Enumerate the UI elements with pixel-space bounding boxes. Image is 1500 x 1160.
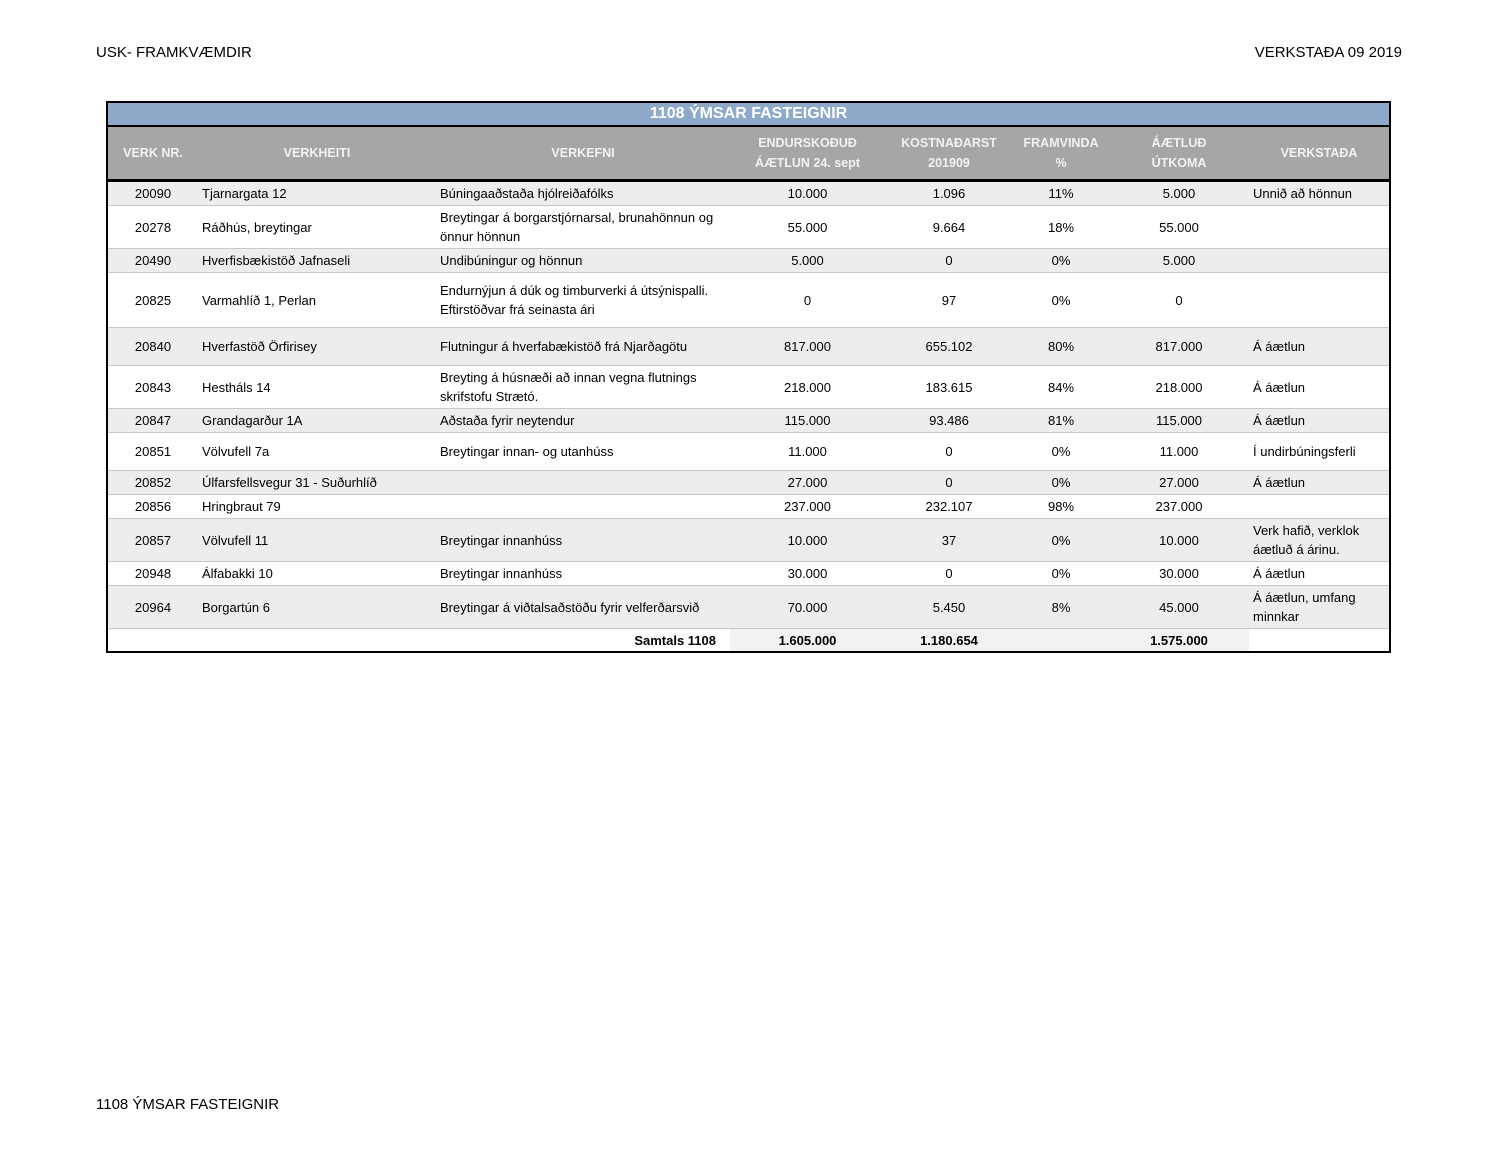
cell-verkefni: Breyting á húsnæði að innan vegna flutnings skrifstofu Strætó. — [436, 366, 730, 409]
cell-framvinda: 0% — [1013, 562, 1109, 586]
footer-title: 1108 ÝMSAR FASTEIGNIR — [96, 1096, 280, 1113]
cell-verkstada — [1249, 273, 1389, 328]
cell-verk-nr: 20852 — [108, 471, 198, 495]
table-row — [108, 495, 1389, 519]
cell-framvinda: 0% — [1013, 273, 1109, 328]
table-row — [108, 181, 1389, 206]
col-framvinda: FRAMVINDA % — [1013, 126, 1109, 181]
cell-kostnadarst: 183.615 — [885, 366, 1013, 409]
table-body — [108, 181, 1389, 629]
total-label: Samtals 1108 — [108, 629, 730, 652]
cell-endurskodud: 11.000 — [730, 433, 885, 471]
cell-verk-nr: 20490 — [108, 249, 198, 273]
cell-endurskodud: 115.000 — [730, 409, 885, 433]
cell-kostnadarst: 0 — [885, 433, 1013, 471]
cell-verkheiti: Hverfisbækistöð Jafnaseli — [198, 249, 436, 273]
cell-verkstada: Á áætlun — [1249, 366, 1389, 409]
cell-verkheiti: Völvufell 7a — [198, 433, 436, 471]
cell-verkheiti: Ráðhús, breytingar — [198, 206, 436, 249]
cell-kostnadarst: 232.107 — [885, 495, 1013, 519]
cell-verk-nr: 20278 — [108, 206, 198, 249]
cell-kostnadarst: 9.664 — [885, 206, 1013, 249]
cell-endurskodud: 237.000 — [730, 495, 885, 519]
cell-verkstada — [1249, 249, 1389, 273]
cell-framvinda: 0% — [1013, 519, 1109, 562]
col-verkstada: VERKSTAÐA — [1249, 126, 1389, 181]
table-row — [108, 249, 1389, 273]
col-verkheiti: VERKHEITI — [198, 126, 436, 181]
cell-verk-nr: 20847 — [108, 409, 198, 433]
cell-endurskodud: 0 — [730, 273, 885, 328]
header-left: USK- FRAMKVÆMDIR — [96, 44, 252, 61]
col-verk-nr: VERK NR. — [108, 126, 198, 181]
cell-kostnadarst: 37 — [885, 519, 1013, 562]
cell-utkoma: 237.000 — [1109, 495, 1249, 519]
table-row — [108, 366, 1389, 409]
cell-verkefni: Aðstaða fyrir neytendur — [436, 409, 730, 433]
cell-endurskodud: 27.000 — [730, 471, 885, 495]
table-row — [108, 471, 1389, 495]
cell-verkheiti: Tjarnargata 12 — [198, 181, 436, 206]
cell-utkoma: 10.000 — [1109, 519, 1249, 562]
total-utkoma: 1.575.000 — [1109, 629, 1249, 652]
total-kostnadarst: 1.180.654 — [885, 629, 1013, 652]
cell-endurskodud: 70.000 — [730, 586, 885, 629]
cell-verkstada: Unnið að hönnun — [1249, 181, 1389, 206]
table-row — [108, 206, 1389, 249]
cell-endurskodud: 55.000 — [730, 206, 885, 249]
cell-kostnadarst: 97 — [885, 273, 1013, 328]
cell-endurskodud: 817.000 — [730, 328, 885, 366]
cell-framvinda: 0% — [1013, 249, 1109, 273]
cell-verkefni: Breytingar innan- og utanhúss — [436, 433, 730, 471]
cell-framvinda: 81% — [1013, 409, 1109, 433]
cell-endurskodud: 30.000 — [730, 562, 885, 586]
cell-verk-nr: 20843 — [108, 366, 198, 409]
cell-endurskodud: 5.000 — [730, 249, 885, 273]
cell-verkefni: Breytingar á borgarstjórnarsal, brunahönnun og önnur hönnun — [436, 206, 730, 249]
cell-verkheiti: Borgartún 6 — [198, 586, 436, 629]
total-framvinda — [1013, 629, 1109, 652]
cell-utkoma: 27.000 — [1109, 471, 1249, 495]
cell-verkstada — [1249, 206, 1389, 249]
cell-verk-nr: 20964 — [108, 586, 198, 629]
cell-verkstada — [1249, 495, 1389, 519]
col-aetlud-utkoma: ÁÆTLUÐ ÚTKOMA — [1109, 126, 1249, 181]
cell-framvinda: 8% — [1013, 586, 1109, 629]
cell-verkheiti: Álfabakki 10 — [198, 562, 436, 586]
cell-verkefni — [436, 471, 730, 495]
cell-endurskodud: 10.000 — [730, 519, 885, 562]
total-endurskodud: 1.605.000 — [730, 629, 885, 652]
cell-verkheiti: Varmahlíð 1, Perlan — [198, 273, 436, 328]
table-row — [108, 562, 1389, 586]
cell-endurskodud: 218.000 — [730, 366, 885, 409]
cell-verkstada: Á áætlun — [1249, 471, 1389, 495]
col-verkefni: VERKEFNI — [436, 126, 730, 181]
cell-verkefni: Breytingar innanhúss — [436, 519, 730, 562]
cell-verkstada: Á áætlun — [1249, 409, 1389, 433]
cell-verkheiti: Hverfastöð Örfirisey — [198, 328, 436, 366]
header-right: VERKSTAÐA 09 2019 — [1254, 44, 1402, 61]
cell-utkoma: 218.000 — [1109, 366, 1249, 409]
col-kostnadarst: KOSTNAÐARST 201909 — [885, 126, 1013, 181]
cell-kostnadarst: 0 — [885, 471, 1013, 495]
cell-utkoma: 0 — [1109, 273, 1249, 328]
cell-kostnadarst: 655.102 — [885, 328, 1013, 366]
cell-verkefni: Endurnýjun á dúk og timburverki á útsýnispalli. Eftirstöðvar frá seinasta ári — [436, 273, 730, 328]
cell-utkoma: 5.000 — [1109, 181, 1249, 206]
cell-kostnadarst: 1.096 — [885, 181, 1013, 206]
cell-verkheiti: Hestháls 14 — [198, 366, 436, 409]
table-row — [108, 409, 1389, 433]
cell-framvinda: 80% — [1013, 328, 1109, 366]
cell-verk-nr: 20840 — [108, 328, 198, 366]
table-row — [108, 328, 1389, 366]
table-row — [108, 519, 1389, 562]
cell-verkstada: Á áætlun — [1249, 562, 1389, 586]
cell-framvinda: 18% — [1013, 206, 1109, 249]
cell-verkefni — [436, 495, 730, 519]
cell-verkefni: Undibúningur og hönnun — [436, 249, 730, 273]
cell-utkoma: 11.000 — [1109, 433, 1249, 471]
cell-verkheiti: Völvufell 11 — [198, 519, 436, 562]
cell-verkstada: Í undirbúningsferli — [1249, 433, 1389, 471]
cell-verk-nr: 20090 — [108, 181, 198, 206]
cell-utkoma: 817.000 — [1109, 328, 1249, 366]
cell-framvinda: 84% — [1013, 366, 1109, 409]
cell-verk-nr: 20825 — [108, 273, 198, 328]
cell-utkoma: 45.000 — [1109, 586, 1249, 629]
table-row — [108, 273, 1389, 328]
table-row — [108, 433, 1389, 471]
cell-utkoma: 115.000 — [1109, 409, 1249, 433]
cell-verkefni: Búningaaðstaða hjólreiðafólks — [436, 181, 730, 206]
cell-framvinda: 98% — [1013, 495, 1109, 519]
cell-kostnadarst: 0 — [885, 562, 1013, 586]
cell-kostnadarst: 5.450 — [885, 586, 1013, 629]
cell-verk-nr: 20856 — [108, 495, 198, 519]
table-row — [108, 586, 1389, 629]
cell-verkheiti: Grandagarður 1A — [198, 409, 436, 433]
cell-utkoma: 5.000 — [1109, 249, 1249, 273]
cell-kostnadarst: 93.486 — [885, 409, 1013, 433]
cell-framvinda: 0% — [1013, 433, 1109, 471]
cell-verkstada: Verk hafið, verklok áætluð á árinu. — [1249, 519, 1389, 562]
cell-verkefni: Breytingar innanhúss — [436, 562, 730, 586]
cell-framvinda: 0% — [1013, 471, 1109, 495]
cell-verkstada: Á áætlun — [1249, 328, 1389, 366]
cell-verk-nr: 20851 — [108, 433, 198, 471]
cell-verkefni: Flutningur á hverfabækistöð frá Njarðagötu — [436, 328, 730, 366]
cell-verkstada: Á áætlun, umfang minnkar — [1249, 586, 1389, 629]
total-verkstada — [1249, 629, 1389, 652]
cell-utkoma: 30.000 — [1109, 562, 1249, 586]
cell-endurskodud: 10.000 — [730, 181, 885, 206]
cell-framvinda: 11% — [1013, 181, 1109, 206]
total-row — [108, 629, 1389, 652]
cell-verkheiti: Hringbraut 79 — [198, 495, 436, 519]
cell-kostnadarst: 0 — [885, 249, 1013, 273]
cell-verkheiti: Úlfarsfellsvegur 31 - Suðurhlíð — [198, 471, 436, 495]
table-title: 1108 ÝMSAR FASTEIGNIR — [108, 103, 1389, 126]
col-endurskodud: ENDURSKOÐUÐ ÁÆTLUN 24. sept — [730, 126, 885, 181]
cell-verk-nr: 20948 — [108, 562, 198, 586]
cell-utkoma: 55.000 — [1109, 206, 1249, 249]
project-table — [106, 101, 1391, 653]
cell-verkefni: Breytingar á viðtalsaðstöðu fyrir velferðarsvið — [436, 586, 730, 629]
cell-verk-nr: 20857 — [108, 519, 198, 562]
